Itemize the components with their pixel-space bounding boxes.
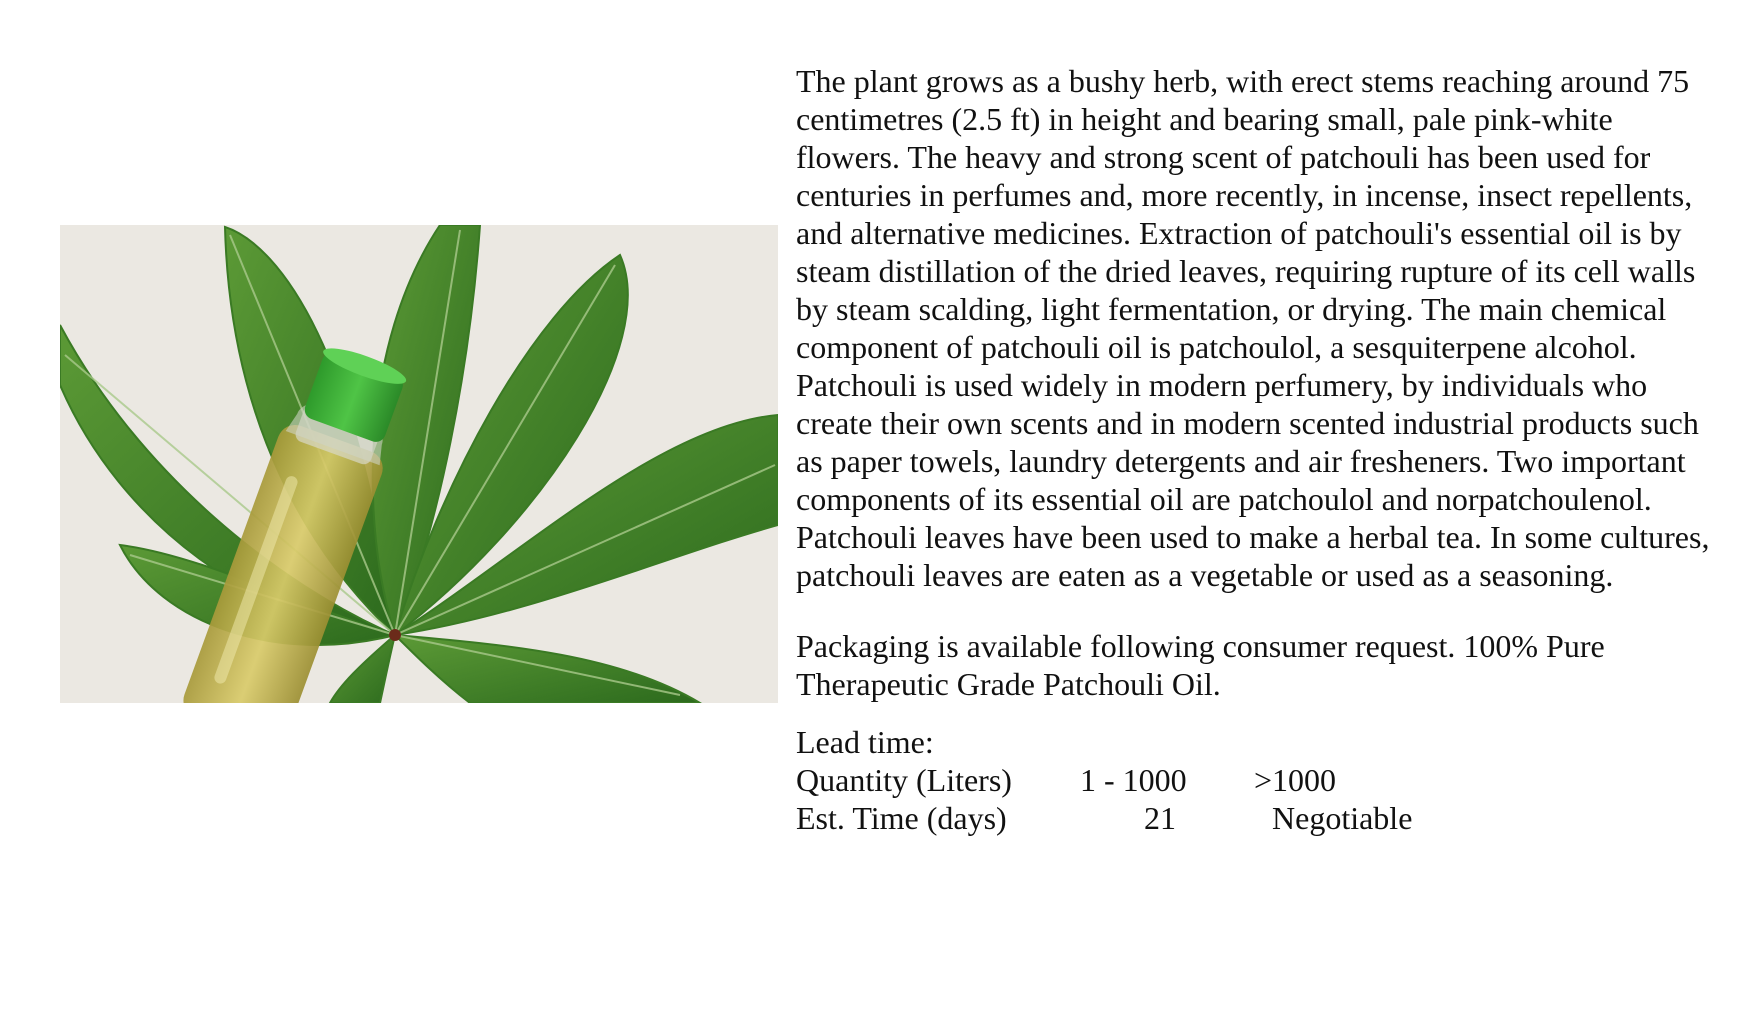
product-text-column (796, 62, 1716, 837)
packaging-note: Packaging is available following consumer request. 100% Pure Therapeutic Grade Patchouli Oil. (796, 628, 1605, 702)
lead-time-cell: Est. Time (days) (796, 800, 1007, 836)
product-photo-illustration (60, 225, 778, 703)
lead-time-row (796, 761, 1716, 799)
product-description: The plant grows as a bushy herb, with erect stems reaching around 75 centimetres (2.5 ft) in height and bearing small, pale pink-white flowers. The heavy and strong scent of patchouli has been used for centuries in perfumes and, more recently, in incense, insect repellents, and alternative medicines. Extraction of patchouli's essential oil is by steam distillation of the dried leaves, requiring rupture of its cell walls by steam scalding, light fermentation, or drying. The main chemical component of patchouli oil is patchoulol, a sesquiterpene alcohol. Patchouli is used widely in modern perfumery, by individuals who create their own scents and in modern scented industrial products such as paper towels, laundry detergents and air fresheners. Two important components of its essential oil are patchoulol and norpatchoulenol. Patchouli leaves have been used to make a herbal tea. In some cultures, patchouli leaves are eaten as a vegetable or used as a seasoning. (796, 63, 1710, 593)
lead-time-cell: Negotiable (1272, 800, 1413, 836)
lead-time-cell: >1000 (1254, 762, 1337, 798)
lead-time-title: Lead time: (796, 724, 934, 760)
patchouli-oil-bottle-on-leaves-image (60, 225, 778, 703)
lead-time-cell: 21 (1144, 800, 1176, 836)
lead-time-row (796, 799, 1716, 837)
lead-time-cell: Quantity (Liters) (796, 762, 1012, 798)
lead-time-table (796, 723, 1716, 837)
lead-time-cell: 1 - 1000 (1080, 762, 1187, 798)
